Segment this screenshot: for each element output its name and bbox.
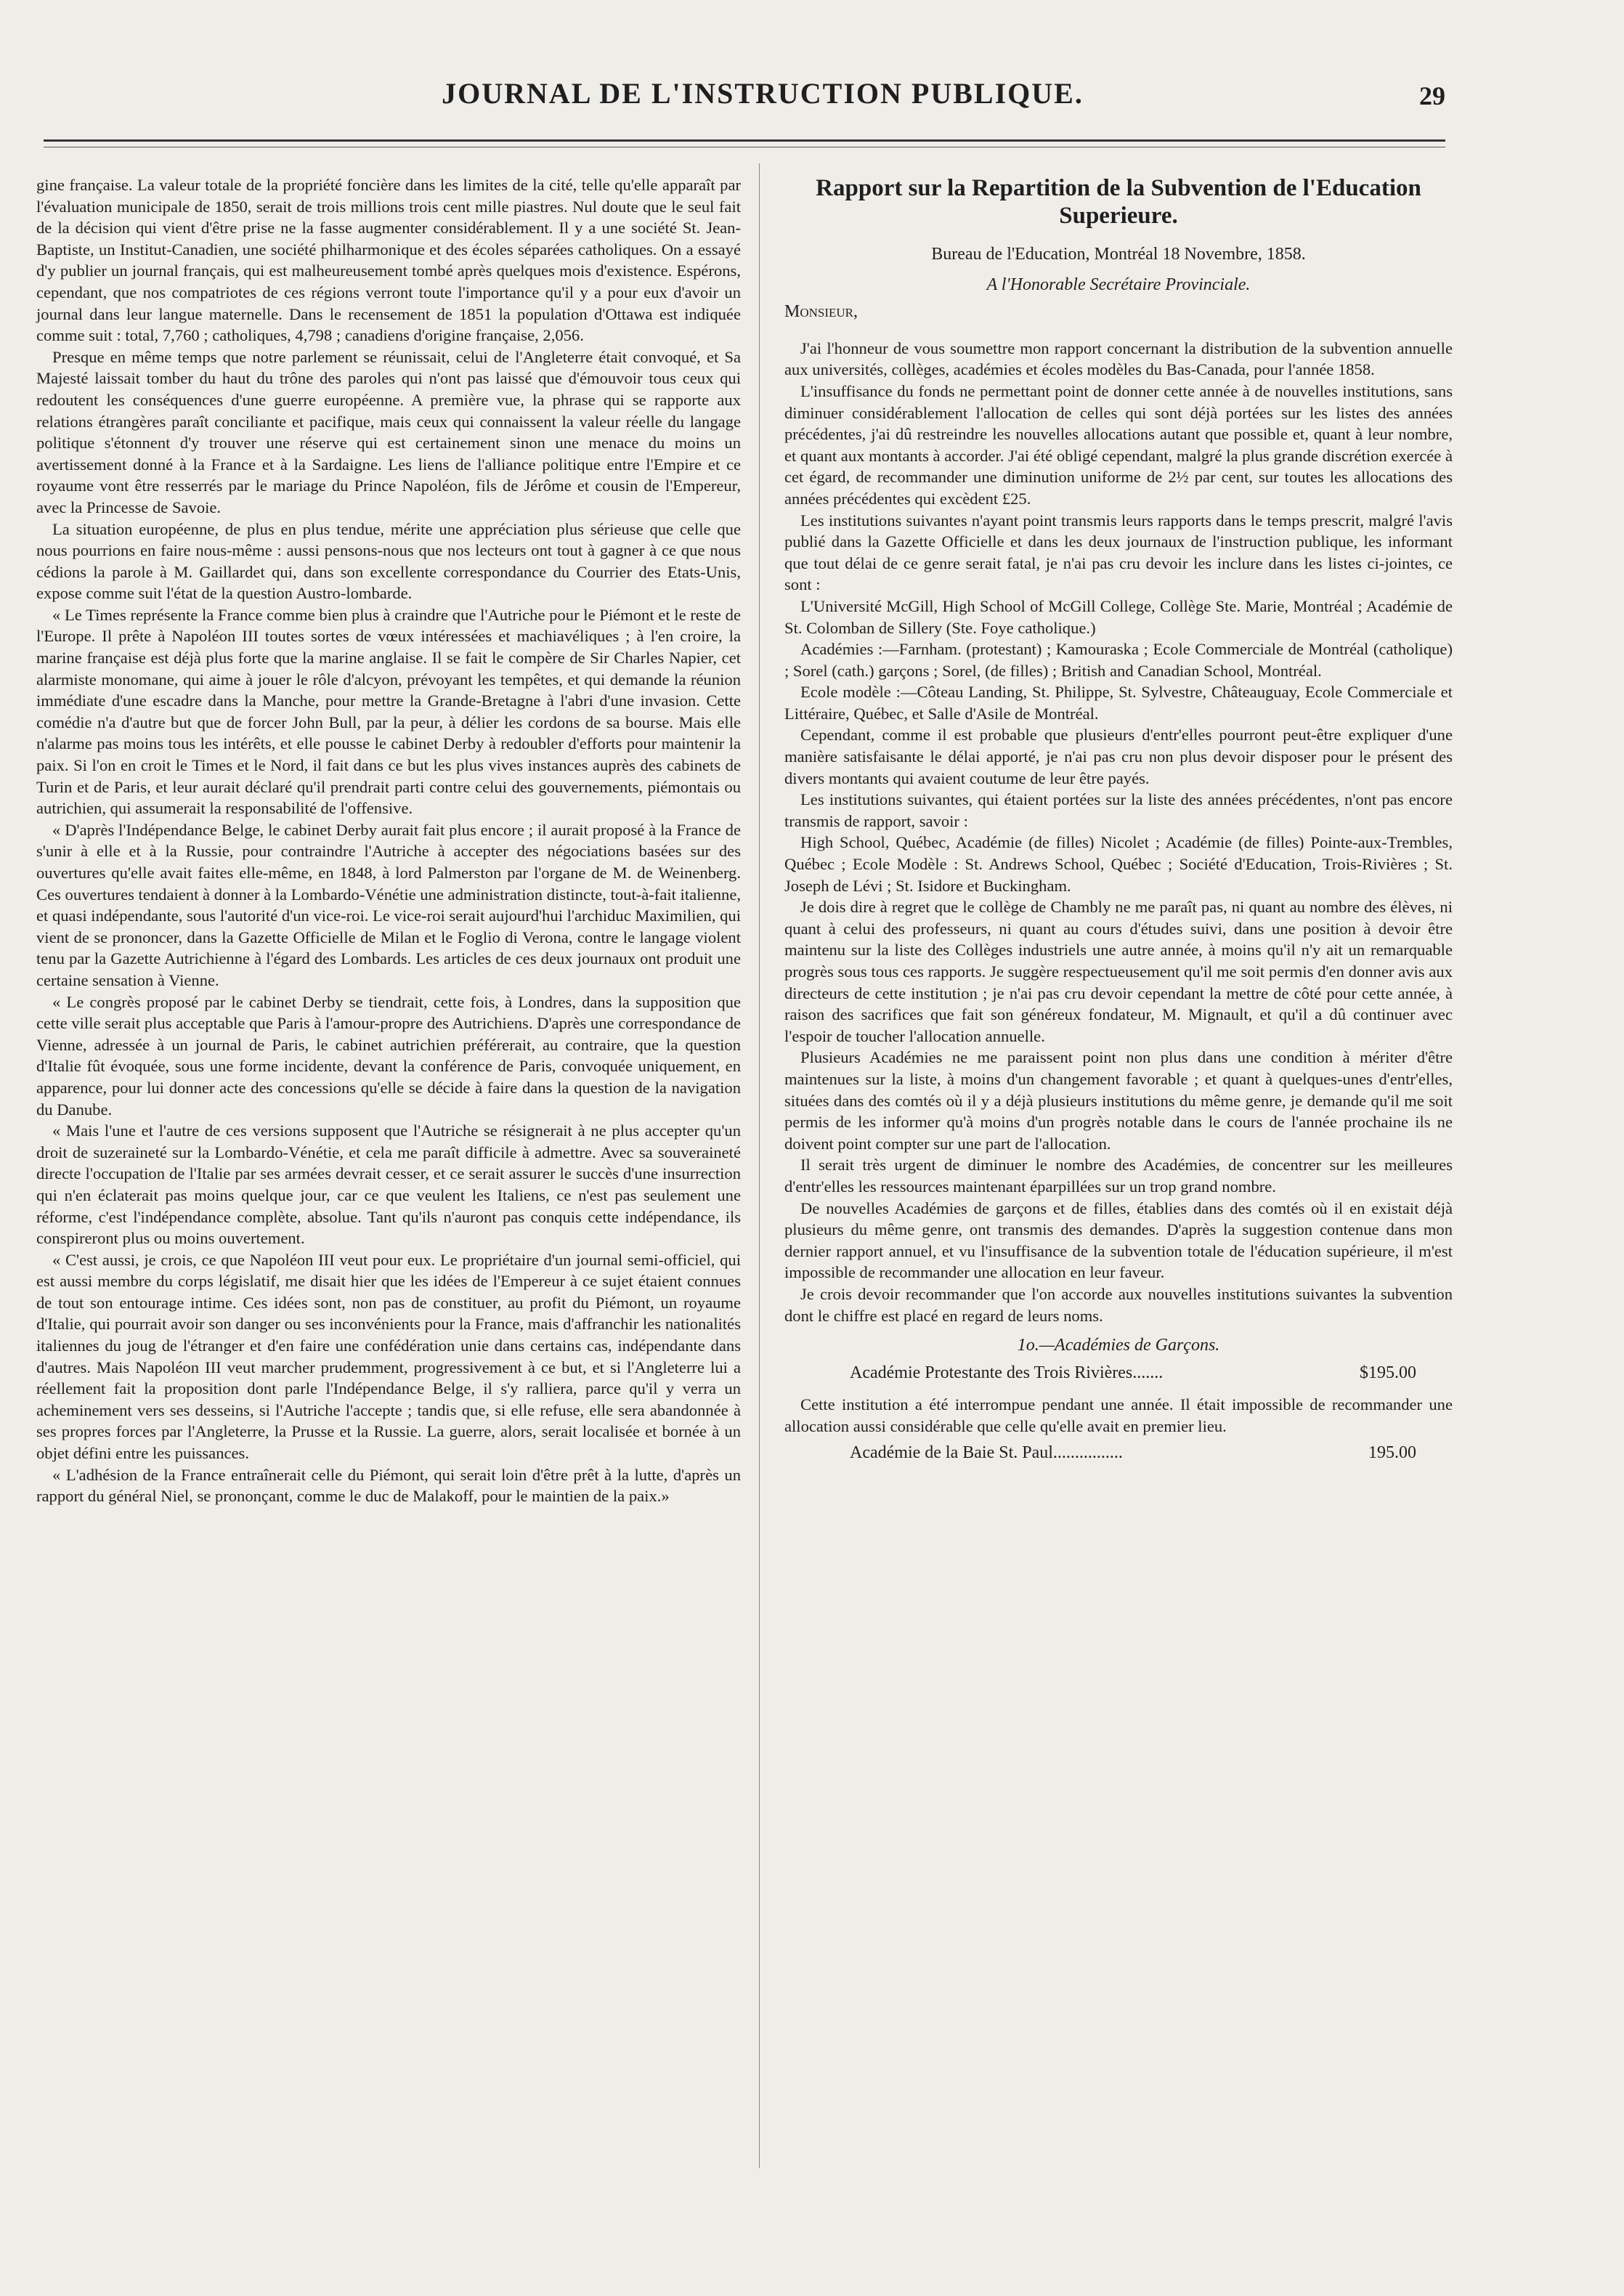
- right-paragraph: L'insuffisance du fonds ne permettant point de donner cette année à de nouvelles institutions, sans diminuer considérablement l'allocation de celles qui sont déjà portées sur les listes des années précédentes, j'ai dû restreindre les nouvelles allocations autant que possible et, quant à leur nombre, et quant aux montants à accorder. J'ai été obligé cependant, malgré la plus grande discrétion exercée à cet égard, de recommander une diminution uniforme de 2½ par cent, sur toutes les allocations des années précédentes qui excèdent £25.: [784, 381, 1453, 508]
- allocation-note: Cette institution a été interrompue pendant une année. Il était impossible de recommander une allocation aussi considérable que celle qu'elle avait en premier lieu.: [784, 1395, 1453, 1435]
- allocation-name: Académie Protestante des Trois Rivières.......: [850, 1363, 1164, 1382]
- column-divider: [759, 163, 760, 2168]
- right-paragraph: Les institutions suivantes, qui étaient portées sur la liste des années précédentes, n'ont pas encore transmis de rapport, savoir :: [784, 790, 1453, 830]
- left-paragraph: La situation européenne, de plus en plus tendue, mérite une appréciation plus sérieuse que celle que nous pourrions en faire nous-même : aussi pensons-nous que nos lecteurs ont tout à gagner à ce que nous cédions la parole à M. Gaillardet qui, dans son excellente correspondance du Courrier des Etats-Unis, expose comme suit l'état de la question Austro-lombarde.: [36, 519, 741, 603]
- right-paragraph: Il serait très urgent de diminuer le nombre des Académies, de concentrer sur les meilleures d'entr'elles les ressources maintenant éparpillées sur un trop grand nombre.: [784, 1156, 1453, 1196]
- journal-title: JOURNAL DE L'INSTRUCTION PUBLIQUE.: [442, 77, 1084, 110]
- left-column: [36, 174, 741, 1507]
- section-heading: 1o.—Académies de Garçons.: [1017, 1336, 1220, 1355]
- right-paragraph: Je crois devoir recommander que l'on accorde aux nouvelles institutions suivantes la subvention dont le chiffre est placé en regard de leurs noms.: [784, 1284, 1453, 1325]
- report-title: Rapport sur la Repartition de la Subvention de l'Education Superieure.: [816, 175, 1421, 229]
- addressee: A l'Honorable Secrétaire Provinciale.: [986, 275, 1251, 294]
- left-paragraph: gine française. La valeur totale de la propriété foncière dans les limites de la cité, telle qu'elle apparaît par l'évaluation municipale de 1850, serait de trois millions trois cent mille piastres. Nul doute que le seul fait de la décision qui vient d'être prise ne la fasse augmenter considérablement. Il y a une société St. Jean-Baptiste, un Institut-Canadien, une société philharmonique et des écoles séparées catholiques. On a essayé d'y publier un journal français, qui est malheureusement tombé après quelques mois d'existence. Espérons, cependant, que nos compatriotes de ces régions verront toute l'importance qu'il y a pour eux d'avoir un journal dans leur langue maternelle. Dans le recensement de 1851 la population d'Ottawa est indiquée comme suit : total, 7,760 ; catholiques, 4,798 ; canadiens d'origine française, 2,056.: [36, 176, 741, 345]
- page-number: 29: [1419, 81, 1445, 110]
- left-paragraph: « Le Times représente la France comme bien plus à craindre que l'Autriche pour le Piémont et le reste de l'Europe. Il prête à Napoléon III toutes sortes de vœux intéressées et machiavéliques ; à l'en croire, la marine française est déjà plus forte que la marine anglaise. Il se fait le compère de Sir Charles Napier, cet alarmiste monomane, qui aime à jouer le rôle d'alcyon, prévoyant les tempêtes, et qui demande la réunion immédiate d'une escadre dans la Manche, pour mettre la Grande-Bretagne à l'abri d'une invasion. Cette comédie n'a d'autre but que de forcer John Bull, par la peur, à délier les cordons de sa bourse. Mais elle n'alarme pas moins tous les intérêts, et elle pousse le cabinet Derby à redoubler d'efforts pour maintenir la paix. Si l'on en croit le Times et le Nord, il fait dans ce but les plus vives instances auprès des cabinets de Turin et de Paris, et leur aurait déclaré qu'il prendrait parti contre celui des gouvernements, piémontais ou autrichien, qui assumerait la responsabilité de l'offensive.: [36, 605, 741, 818]
- right-paragraph: L'Université McGill, High School of McGill College, Collège Ste. Marie, Montréal ; Académie de St. Colomban de Sillery (Ste. Foye catholique.): [784, 596, 1453, 637]
- right-paragraph: Je dois dire à regret que le collège de Chambly ne me paraît pas, ni quant au nombre des élèves, ni quant à celui des professeurs, ni quant au cours d'études suivi, dans une position à devoir être maintenu sur la liste des Collèges industriels une autre année, à moins qu'il n'y ait un remarquable progrès sous tous ces rapports. Je suggère respectueusement qu'il me soit permis d'en donner avis aux directeurs de cette institution ; je n'ai pas cru devoir cependant la mettre de côté pour cette année, à raison des sacrifices que fait son généreux fondateur, M. Mignault, et qu'il a dû continuer avec l'espoir de toucher l'allocation annuelle.: [784, 898, 1453, 1045]
- left-paragraph: Presque en même temps que notre parlement se réunissait, celui de l'Angleterre était convoqué, et Sa Majesté laissait tomber du haut du trône des paroles qui n'ont pas laissé que d'émouvoir tous ceux qui redoutent les conséquences d'une guerre européenne. A première vue, la phrase qui se rapporte aux relations étrangères paraît conciliante et pacifique, mais ceux qui connaissent la valeur réelle du langage politique s'étonnent d'y trouver une réserve qui est certainement sinon une menace du moins un avertissement donné à la France et à la Sardaigne. Les liens de l'alliance politique entre l'Empire et ce royaume vont être resserrés par le mariage du Prince Napoléon, fils de Jérôme et cousin de l'Empereur, avec la Princesse de Savoie.: [36, 347, 741, 516]
- bureau-line: Bureau de l'Education, Montréal 18 Novembre, 1858.: [931, 245, 1306, 264]
- right-paragraph: High School, Québec, Académie (de filles) Nicolet ; Académie (de filles) Pointe-aux-Trembles, Québec ; Ecole Modèle : St. Andrews School, Québec ; Société d'Education, Trois-Rivières ; St. Joseph de Lévi ; St. Isidore et Buckingham.: [784, 833, 1453, 895]
- right-paragraph: Académies :—Farnham. (protestant) ; Kamouraska ; Ecole Commerciale de Montréal (catholique) ; Sorel (cath.) garçons ; Sorel, (de filles) ; British and Canadian School, Montréal.: [784, 640, 1453, 680]
- left-paragraph: « Le congrès proposé par le cabinet Derby se tiendrait, cette fois, à Londres, dans la supposition que cette ville serait plus acceptable que Paris à l'amour-propre des Autrichiens. D'après une correspondance de Vienne, adressée à un journal de Paris, le cabinet autrichien préférerait, au contraire, que la question d'Italie fût évoquée, sous une forme incidente, devant la conférence de Paris, convoquée uniquement, en apparence, pour lui donner acte des concessions qu'elle se décide à faire dans la question de la navigation du Danube.: [36, 992, 741, 1119]
- right-paragraph: Plusieurs Académies ne me paraissent point non plus dans une condition à mériter d'être maintenues sur la liste, à moins d'un changement favorable ; et quant à quelques-unes d'entr'elles, situées dans des comtés où il y a déjà plusieurs institutions du même genre, je demande qu'il me soit permis de les informer qu'à moins d'un progrès notable dans le cours de l'année prochaine ils ne doivent point compter sur une part de l'allocation.: [784, 1048, 1453, 1153]
- right-paragraph: De nouvelles Académies de garçons et de filles, établies dans des comtés où il en existait déjà plusieurs du même genre, ont transmis des demandes. D'après la suggestion contenue dans mon dernier rapport annuel, et vu l'insuffisance de la subvention totale de l'éducation supérieure, il m'est impossible de recommander une allocation en leur faveur.: [784, 1198, 1453, 1282]
- right-column: [784, 174, 1453, 1474]
- salutation: Monsieur,: [784, 302, 858, 322]
- allocation-line: [784, 1363, 1453, 1384]
- page-header: [44, 76, 1445, 120]
- left-paragraph: « L'adhésion de la France entraînerait celle du Piémont, qui serait loin d'être prêt à la lutte, d'après un rapport du général Niel, se prononçant, comme le duc de Malakoff, pour le maintien de la paix.»: [36, 1465, 741, 1506]
- left-paragraph: « C'est aussi, je crois, ce que Napoléon III veut pour eux. Le propriétaire d'un journal semi-officiel, qui est aussi membre du corps législatif, me disait hier que les idées de l'Empereur à ce sujet étaient connues de tout son entourage intime. Ces idées sont, non pas de constituer, au profit du Piémont, un royaume d'Italie, qui pourrait avoir son danger ou ses inconvénients pour la France, mais d'affranchir les nationalités italiennes du joug de l'étranger et d'en faire une confédération unie dans certains cas, indépendante dans d'autres. Mais Napoléon III veut marcher prudemment, progressivement à ce but, et si l'Angleterre lui a réellement fait la proposition dont parle l'Indépendance Belge, il s'y ralliera, parce qu'il y verra un acheminement vers ses desseins, si l'Autriche l'accepte ; tandis que, si elle refuse, elle sera abandonnée à ses propres forces par l'Angleterre, la Prusse et la Russie. La guerre, alors, serait localisée et bornée à un objet défini entre les puissances.: [36, 1250, 741, 1463]
- left-paragraph: « D'après l'Indépendance Belge, le cabinet Derby aurait fait plus encore ; il aurait proposé à la France de s'unir à elle et à la Russie, pour contraindre l'Autriche à accepter des négociations basées sur des ouvertures qu'elle avait faites elle-même, en 1848, à lord Palmerston par l'organe de M. de Weinenberg. Ces ouvertures tendaient à donner à la Lombardo-Vénétie une administration distincte, tout-à-fait italienne, et quasi indépendante, sous l'autorité d'un vice-roi. Le vice-roi serait aujourd'hui l'archiduc Maximilien, qui vient de se prononcer, dans la Gazette Officielle de Milan et le Foglio di Verona, contre le langage violent tenu par la Gazette Autrichienne à l'égard des Lombards. Les articles de ces deux journaux ont produit une certaine sensation à Vienne.: [36, 820, 741, 989]
- allocation-amount: 195.00: [1368, 1443, 1416, 1463]
- allocation-line: [784, 1443, 1453, 1464]
- right-paragraph: J'ai l'honneur de vous soumettre mon rapport concernant la distribution de la subvention annuelle aux universités, collèges, académies et écoles modèles du Bas-Canada, pour l'année 1858.: [784, 338, 1453, 379]
- right-paragraph: Les institutions suivantes n'ayant point transmis leurs rapports dans le temps prescrit, malgré l'avis publié dans la Gazette Officielle et dans les deux journaux de l'instruction publique, les informant que tout délai de ce genre serait fatal, je n'ai pas cru devoir les inclure dans les listes ci-jointes, ce sont :: [784, 511, 1453, 594]
- left-paragraph: « Mais l'une et l'autre de ces versions supposent que l'Autriche se résignerait à ne plus accepter qu'un droit de suzeraineté sur la Lombardo-Vénétie, et cela me paraît difficile à admettre. Avec sa souveraineté directe l'occupation de l'Italie par ses armées devrait cesser, et ce serait assurer le succès d'une insurrection qui n'en éclaterait pas moins quelque jour, car ce que veulent les Italiens, ce n'est pas seulement une réforme, c'est l'indépendance complète, absolue. Tant qu'ils n'auront pas conquis cette indépendance, ils conspireront plus ou moins ouvertement.: [36, 1121, 741, 1248]
- right-paragraph: Ecole modèle :—Côteau Landing, St. Philippe, St. Sylvestre, Châteauguay, Ecole Commerciale et Littéraire, Québec, et Salle d'Asile de Montréal.: [784, 683, 1453, 723]
- allocation-amount: $195.00: [1360, 1363, 1416, 1382]
- header-rule: [44, 139, 1445, 142]
- right-paragraph: Cependant, comme il est probable que plusieurs d'entr'elles pourront peut-être expliquer d'une manière satisfaisante le délai apporté, je n'ai pas cru non plus devoir disposer pour le présent des divers montants qui avaient coutume de leur être payés.: [784, 726, 1453, 787]
- allocation-name: Académie de la Baie St. Paul................: [850, 1443, 1123, 1463]
